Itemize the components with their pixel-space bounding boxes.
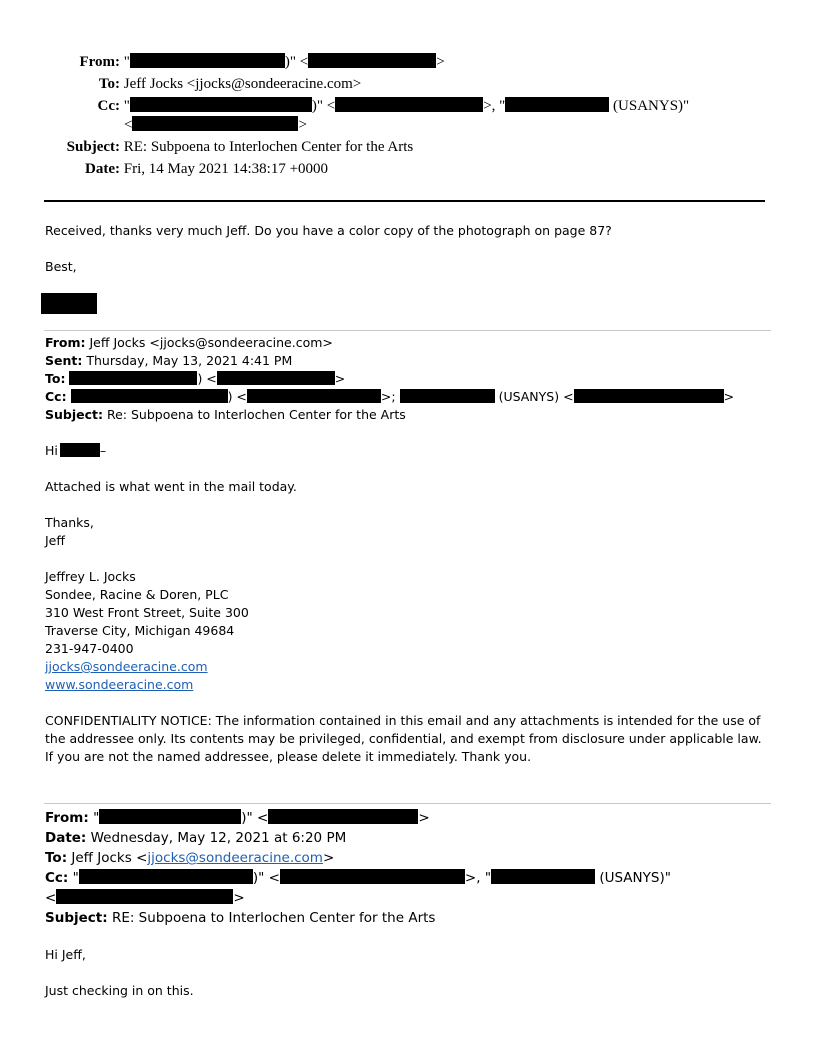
message3-cc-label: Cc:	[45, 870, 69, 886]
message3-cc-line: Cc: " )" < >, " (USANYS)"	[45, 870, 671, 886]
header-date-value: Fri, 14 May 2021 14:38:17 +0000	[123, 161, 329, 177]
header-cc-line: Cc: " )" < >, " (USANYS)"	[62, 97, 689, 115]
redaction-block	[247, 389, 381, 403]
header-cc-line-2: < >	[124, 117, 307, 133]
redaction-block	[99, 809, 241, 824]
redaction-block	[56, 889, 233, 904]
message3-date-label: Date:	[45, 830, 87, 846]
message3-date-value: Wednesday, May 12, 2021 at 6:20 PM	[90, 830, 347, 846]
redaction-block	[280, 869, 465, 884]
confidentiality-notice: CONFIDENTIALITY NOTICE: The information contained in this email and any attachments is intended for the use of the addressee only. Its contents may be privileged, confidential, and exempt from disclosure under applicable law. If you are not the named addressee, please delete it immediately. Thank you.	[45, 713, 762, 764]
message2-sent-line	[45, 352, 292, 370]
header-divider	[44, 200, 765, 202]
signature-address-2: Traverse City, Michigan 49684	[45, 623, 235, 638]
message3-to-email-link[interactable]: jjocks@sondeeracine.com	[147, 850, 323, 866]
message2-greeting-suffix: –	[99, 443, 107, 458]
redaction-block	[308, 53, 436, 68]
quote-divider	[44, 803, 771, 804]
message3-date-line	[45, 828, 346, 848]
signature-email-link[interactable]: jjocks@sondeeracine.com	[45, 659, 208, 674]
redaction-block	[400, 389, 495, 403]
header-from-label: From:	[79, 54, 120, 70]
header-cc-label: Cc:	[97, 98, 120, 114]
message2-from-label: From:	[45, 335, 86, 350]
redaction-block	[335, 97, 483, 112]
message2-greeting	[45, 442, 106, 460]
signature-name: Jeffrey L. Jocks	[45, 569, 136, 584]
message2-subject-line	[45, 406, 406, 424]
message2-body: Attached is what went in the mail today.	[45, 479, 297, 494]
redaction-block	[130, 97, 312, 112]
redaction-block	[60, 443, 100, 457]
header-from-line: From: " )" < >	[62, 53, 445, 71]
message3-to-line	[45, 848, 334, 868]
message2-cc-line: Cc: ) < >; (USANYS) < >	[45, 389, 735, 404]
signature-address-1: 310 West Front Street, Suite 300	[45, 605, 249, 620]
message2-sent-value: Thursday, May 13, 2021 4:41 PM	[86, 353, 293, 368]
redaction-block	[130, 53, 285, 68]
message2-greeting-prefix: Hi	[45, 443, 58, 458]
redaction-block	[69, 371, 197, 385]
message2-cc-org: (USANYS) <	[498, 389, 574, 404]
message3-body: Just checking in on this.	[45, 983, 194, 998]
header-subject-value: RE: Subpoena to Interlochen Center for the Arts	[123, 139, 414, 155]
signature-phone: 231-947-0400	[45, 641, 134, 656]
message3-from-line: From: " )" < >	[45, 810, 430, 826]
header-to-line	[62, 75, 361, 93]
signature-firm: Sondee, Racine & Doren, PLC	[45, 587, 229, 602]
message2-subject-label: Subject:	[45, 407, 103, 422]
header-to-value: Jeff Jocks <jjocks@sondeeracine.com>	[123, 76, 362, 92]
message2-cc-label: Cc:	[45, 389, 67, 404]
message2-thanks: Thanks,	[45, 515, 94, 530]
message2-to-label: To:	[45, 371, 66, 386]
redaction-block	[41, 293, 97, 314]
message3-cc-org: (USANYS)"	[599, 870, 671, 886]
message3-subject-label: Subject:	[45, 910, 108, 926]
header-date-label: Date:	[85, 161, 120, 177]
message2-subject-value: Re: Subpoena to Interlochen Center for the Arts	[106, 407, 406, 422]
header-cc-org: (USANYS)"	[613, 98, 690, 114]
redaction-block	[491, 869, 595, 884]
header-subject-line	[62, 138, 413, 156]
message1-signoff: Best,	[45, 259, 77, 274]
redaction-block	[505, 97, 609, 112]
redaction-block	[132, 116, 298, 131]
message3-from-label: From:	[45, 810, 89, 826]
redaction-block	[268, 809, 418, 824]
message2-to-line: To: ) < >	[45, 371, 346, 386]
header-subject-label: Subject:	[66, 139, 120, 155]
message3-subject-value: RE: Subpoena to Interlochen Center for the Arts	[111, 910, 436, 926]
message2-sent-label: Sent:	[45, 353, 83, 368]
message2-sign-name: Jeff	[45, 533, 65, 548]
message2-from-line	[45, 334, 333, 352]
header-date-line	[62, 160, 328, 178]
message3-subject-line	[45, 908, 435, 928]
message2-from-value: Jeff Jocks <jjocks@sondeeracine.com>	[89, 335, 333, 350]
message3-to-label: To:	[45, 850, 68, 866]
message3-to-prefix: Jeff Jocks <	[71, 850, 148, 866]
message1-body: Received, thanks very much Jeff. Do you have a color copy of the photograph on page 87?	[45, 223, 612, 238]
quote-divider	[44, 330, 771, 331]
redaction-block	[574, 389, 724, 403]
signature-website-link[interactable]: www.sondeeracine.com	[45, 677, 194, 692]
message3-cc-line-2: < >	[45, 890, 245, 906]
message3-to-suffix: >	[322, 850, 335, 866]
redaction-block	[217, 371, 335, 385]
redaction-block	[71, 389, 228, 403]
header-to-label: To:	[98, 76, 120, 92]
redaction-block	[79, 869, 253, 884]
message3-greeting: Hi Jeff,	[45, 947, 86, 962]
